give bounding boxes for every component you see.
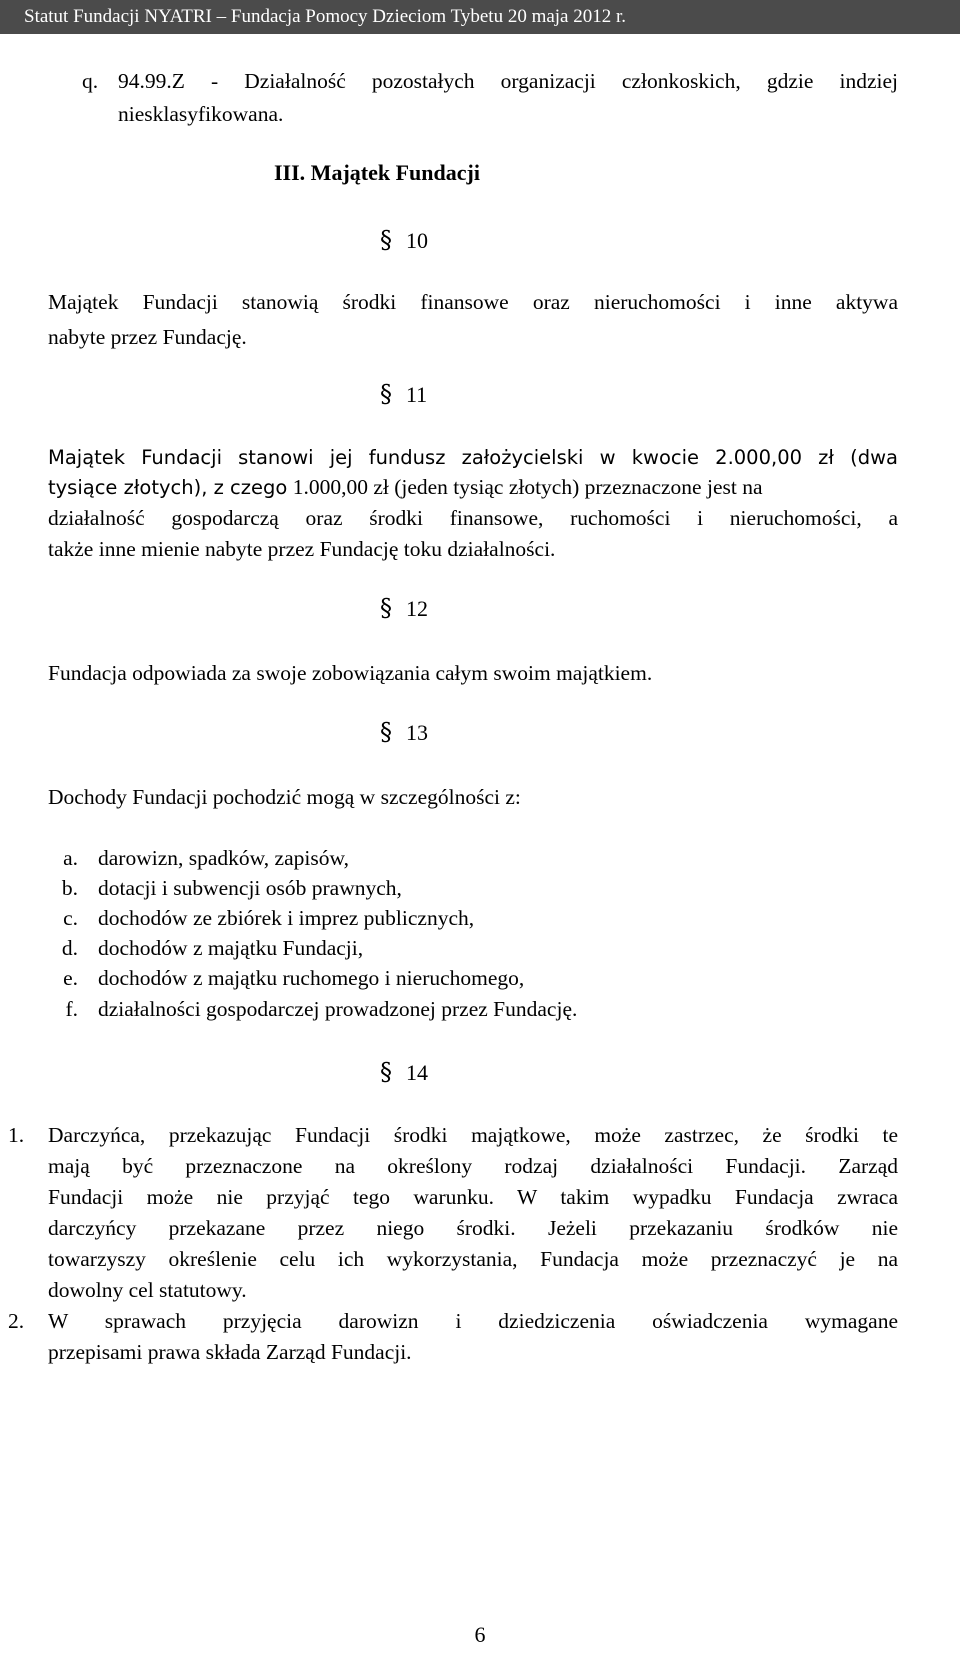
section-14-heading <box>380 1058 428 1086</box>
list-item-text: darowizn, spadków, zapisów, <box>98 846 349 870</box>
section-11-line2-part-a: tysiące złotych), z czego <box>48 476 288 499</box>
list-item <box>48 994 577 1025</box>
paragraph-2-line: przepisami prawa składa Zarząd Fundacji. <box>48 1340 412 1364</box>
section-11-line2 <box>48 472 898 503</box>
list-marker: e. <box>63 966 78 990</box>
section-symbol: § <box>380 1058 392 1086</box>
paragraph-1-line: mają być przeznaczone na określony rodzaj działalności Fundacji. Zarząd <box>48 1154 898 1178</box>
list-item <box>48 933 363 964</box>
list-item-text: dotacji i subwencji osób prawnych, <box>98 876 402 900</box>
paragraph-1-line: dowolny cel statutowy. <box>48 1278 247 1302</box>
section-10-number: 10 <box>406 228 428 253</box>
paragraph-1-line: Fundacji może nie przyjąć tego warunku. W takim wypadku Fundacja zwraca <box>48 1185 898 1209</box>
section-10-heading <box>380 226 428 254</box>
list-item <box>48 963 524 994</box>
section-12-heading <box>380 594 428 622</box>
section-12-number: 12 <box>406 596 428 621</box>
item-q-line1: 94.99.Z - Działalność pozostałych organizacji członkoskich, gdzie indziej <box>118 69 898 93</box>
section-12-text: Fundacja odpowiada za swoje zobowiązania całym swoim majątkiem. <box>48 661 653 685</box>
section-symbol: § <box>380 718 392 746</box>
running-header: Statut Fundacji NYATRI – Fundacja Pomocy Dzieciom Tybetu 20 maja 2012 r. <box>0 0 960 34</box>
list-item <box>48 903 474 934</box>
section-symbol: § <box>380 594 392 622</box>
list-item-text: dochodów ze zbiórek i imprez publicznych, <box>98 906 475 930</box>
paragraph-2-marker: 2. <box>8 1309 25 1333</box>
list-item <box>48 873 402 904</box>
section-13-intro: Dochody Fundacji pochodzić mogą w szczególności z: <box>48 785 521 809</box>
section-14-number: 14 <box>406 1060 428 1085</box>
paragraph-1-marker: 1. <box>8 1123 25 1147</box>
section-11-line4: także inne mienie nabyte przez Fundację toku działalności. <box>48 537 556 561</box>
item-q-marker: q. <box>82 69 99 93</box>
paragraph-1-line: darczyńcy przekazane przez niego środki. Jeżeli przekazaniu środków nie <box>48 1216 898 1240</box>
section-13-heading <box>380 718 428 746</box>
list-marker: b. <box>61 876 78 900</box>
item-q-line2: niesklasyfikowana. <box>118 102 284 126</box>
chapter-title: III. Majątek Fundacji <box>274 160 480 185</box>
paragraph-2-line: W sprawach przyjęcia darowizn i dziedziczenia oświadczenia wymagane <box>48 1309 898 1333</box>
list-item <box>48 843 349 874</box>
section-11-number: 11 <box>406 382 428 407</box>
list-marker: d. <box>61 936 78 960</box>
list-item-text: dochodów z majątku Fundacji, <box>98 936 364 960</box>
page-number: 6 <box>474 1622 486 1647</box>
section-13-number: 13 <box>406 720 428 745</box>
section-11-line3: działalność gospodarczą oraz środki finansowe, ruchomości i nieruchomości, a <box>48 506 898 530</box>
section-11-line2-part-b: 1.000,00 zł (jeden tysiąc złotych) przeznaczone jest na <box>292 475 763 499</box>
list-marker: c. <box>63 906 78 930</box>
section-symbol: § <box>380 380 392 408</box>
paragraph-1-line: towarzyszy określenie celu ich wykorzystania, Fundacja może przeznaczyć je na <box>48 1247 898 1271</box>
list-marker: a. <box>63 846 78 870</box>
section-10-line1: Majątek Fundacji stanowią środki finansowe oraz nieruchomości i inne aktywa <box>48 290 898 314</box>
section-11-heading <box>380 380 427 408</box>
paragraph-1-line: Darczyńca, przekazując Fundacji środki majątkowe, może zastrzec, że środki te <box>48 1123 898 1147</box>
section-10-line2: nabyte przez Fundację. <box>48 325 247 349</box>
section-11-line1: Majątek Fundacji stanowi jej fundusz założycielski w kwocie 2.000,00 zł (dwa <box>48 446 898 469</box>
list-item-text: działalności gospodarczej prowadzonej przez Fundację. <box>98 997 578 1021</box>
list-item-text: dochodów z majątku ruchomego i nieruchomego, <box>98 966 525 990</box>
section-symbol: § <box>380 226 392 254</box>
list-marker: f. <box>65 997 78 1021</box>
